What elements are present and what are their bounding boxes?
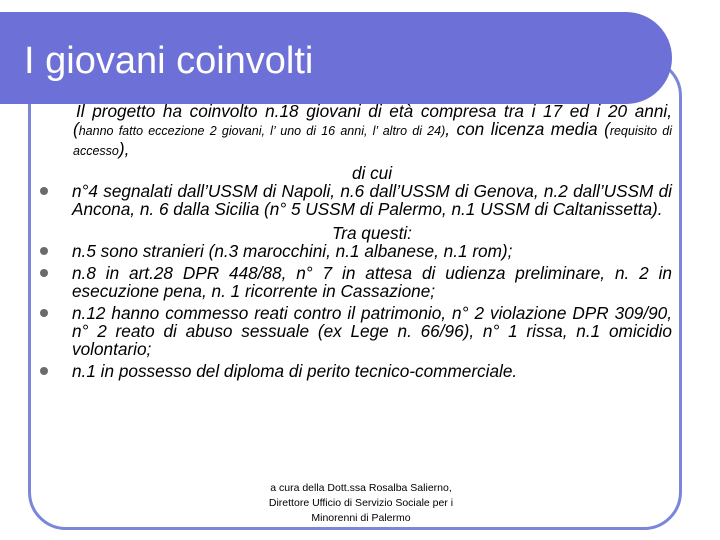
bullet-item (40, 160, 672, 218)
bullet-text: n.12 hanno commesso reati contro il patrimonio, n° 2 violazione DPR 309/90, n° 2 reato di abuso sessuale (ex Lege n. 66/96), n° 1 rissa, n.1 omicidio volontario; (72, 303, 672, 359)
bullet-heading: Tra questi: (332, 223, 412, 243)
bullet-heading: di cui (351, 163, 393, 183)
bullet-item (40, 264, 672, 300)
bullet-dot-icon (40, 269, 48, 277)
intro-mid: , con licenza media ( (445, 119, 610, 139)
bullet-text: n.8 in art.28 DPR 448/88, n° 7 in attesa di udienza preliminare, n. 2 in esecuzione pena, n. 1 ricorrente in Cassazione; (72, 263, 672, 301)
bullet-item (40, 218, 672, 260)
footer-line: a cura della Dott.ssa Rosalba Salierno, (270, 482, 452, 494)
intro-lead: Il progetto ha coinvolto n.18 giovani di età compresa tra i 17 ed i 20 anni, (76, 101, 672, 121)
bullet-text: n.5 sono stranieri (n.3 marocchini, n.1 albanese, n.1 rom); (72, 241, 513, 261)
bullet-dot-icon (40, 367, 48, 375)
intro-paragraph (40, 102, 672, 160)
slide-content (40, 102, 672, 380)
bullet-dot-icon (40, 187, 48, 195)
bullet-item (40, 362, 672, 380)
intro-note-open: ( (73, 119, 79, 139)
intro-note-requirement: requisito di accesso (73, 124, 672, 158)
footer-line: Direttore Ufficio di Servizio Sociale per i (268, 497, 454, 509)
bullet-item (40, 304, 672, 358)
bullet-dot-icon (40, 309, 48, 317)
bullet-dot-icon (40, 247, 48, 255)
footer-line: Minorenni di Palermo (311, 512, 411, 524)
footer-credit (240, 481, 482, 526)
intro-end: ), (118, 139, 130, 159)
title-bar (0, 12, 672, 104)
bullet-text: n°4 segnalati dall’USSM di Napoli, n.6 dall’USSM di Genova, n.2 dall’USSM di Ancona, n. 6 dalla Sicilia (n° 5 USSM di Palermo, n.1 USSM di Caltanissetta). (72, 181, 672, 219)
slide-title: I giovani coinvolti (24, 40, 314, 82)
intro-note-exception: hanno fatto eccezione 2 giovani, l’ uno di 16 anni, l’ altro di 24) (78, 124, 446, 138)
bullet-text: n.1 in possesso del diploma di perito tecnico-commerciale. (72, 361, 518, 381)
